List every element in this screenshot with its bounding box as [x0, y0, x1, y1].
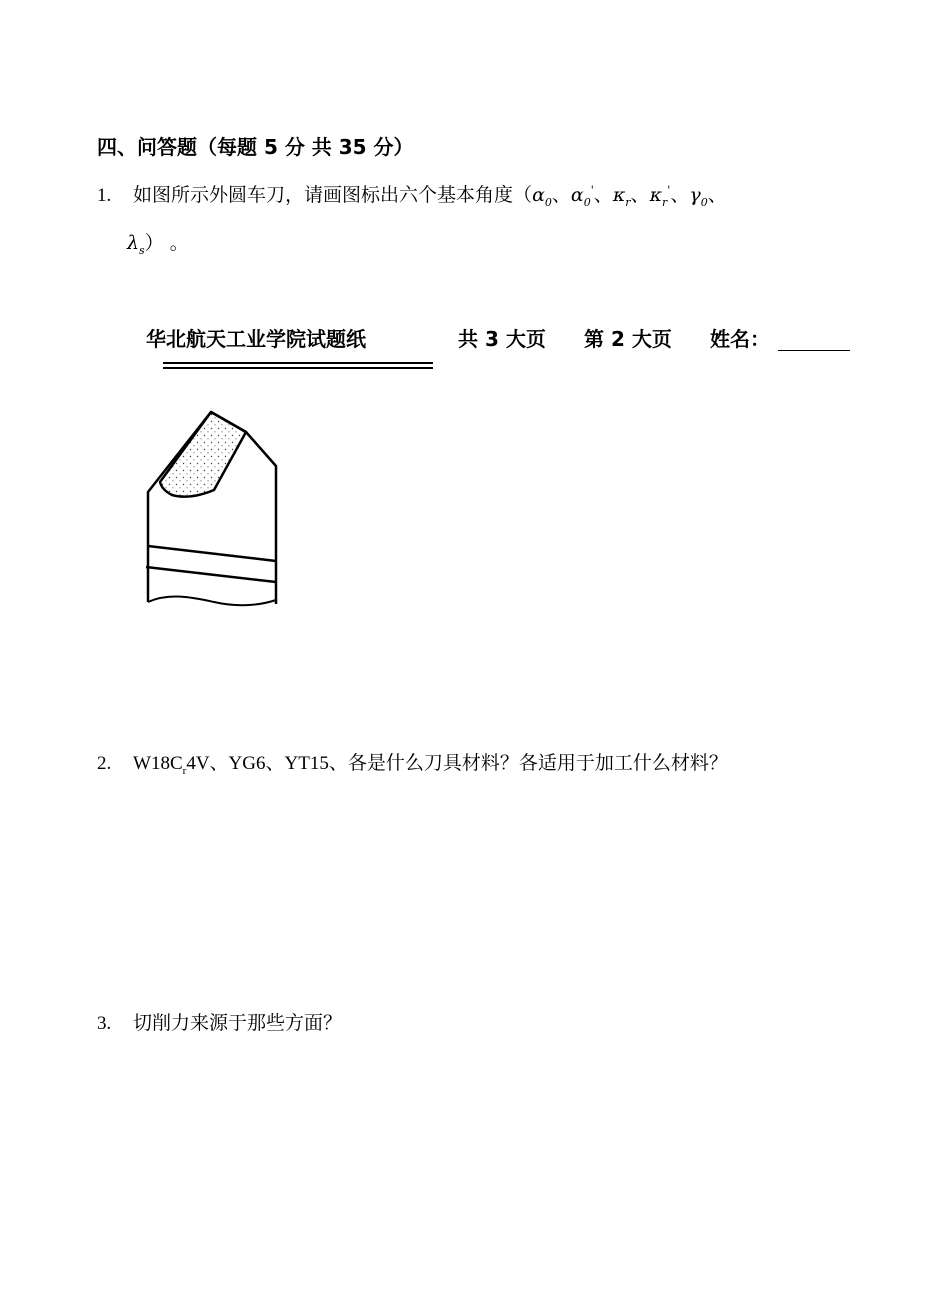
break-line [148, 597, 276, 606]
section-line-upper [148, 546, 276, 561]
current-page: 第 2 大页 [584, 327, 672, 351]
symbol-alpha-0-prime: $\alpha_0'$ [570, 183, 594, 209]
separator: 、 [670, 184, 690, 206]
total-pages: 共 3 大页 [458, 327, 546, 351]
separator: 、 [551, 184, 571, 206]
question-1-tail: ） 。 [144, 232, 189, 254]
separator: 、 [630, 184, 650, 206]
tool-insert [160, 412, 246, 497]
symbol-kappa-r: $\kappa_r$ [612, 184, 631, 209]
question-1-number: 1. [97, 185, 112, 206]
question-1-text: 如图所示外圆车刀，请画图标出六个基本角度（ [133, 184, 533, 206]
question-3 [97, 1008, 342, 1035]
question-2-text: $W18C_r4V$、YG6、YT15、各是什么刀具材料？各适用于加工什么材料？ [133, 753, 728, 777]
question-2 [97, 748, 728, 777]
symbol-gamma-0: $\gamma_0$ [689, 184, 708, 209]
symbol-kappa-r-prime: $\kappa_r'$ [649, 183, 671, 209]
section-line-lower [146, 567, 276, 582]
separator: 、 [593, 184, 613, 206]
question-3-text: 切削力来源于那些方面？ [133, 1012, 343, 1034]
school-name: 华北航天工业学院试题纸 [146, 327, 366, 351]
separator: 、 [707, 184, 727, 206]
symbol-lambda-s: $\lambda_s$ [127, 232, 145, 257]
symbol-alpha-0: $\alpha_0$ [532, 184, 552, 209]
section-title: 四、问答题（每题 5 分 共 35 分） [97, 135, 414, 159]
name-label: 姓名： [710, 327, 770, 351]
question-2-number: 2. [97, 753, 112, 774]
question-3-number: 3. [97, 1013, 112, 1034]
